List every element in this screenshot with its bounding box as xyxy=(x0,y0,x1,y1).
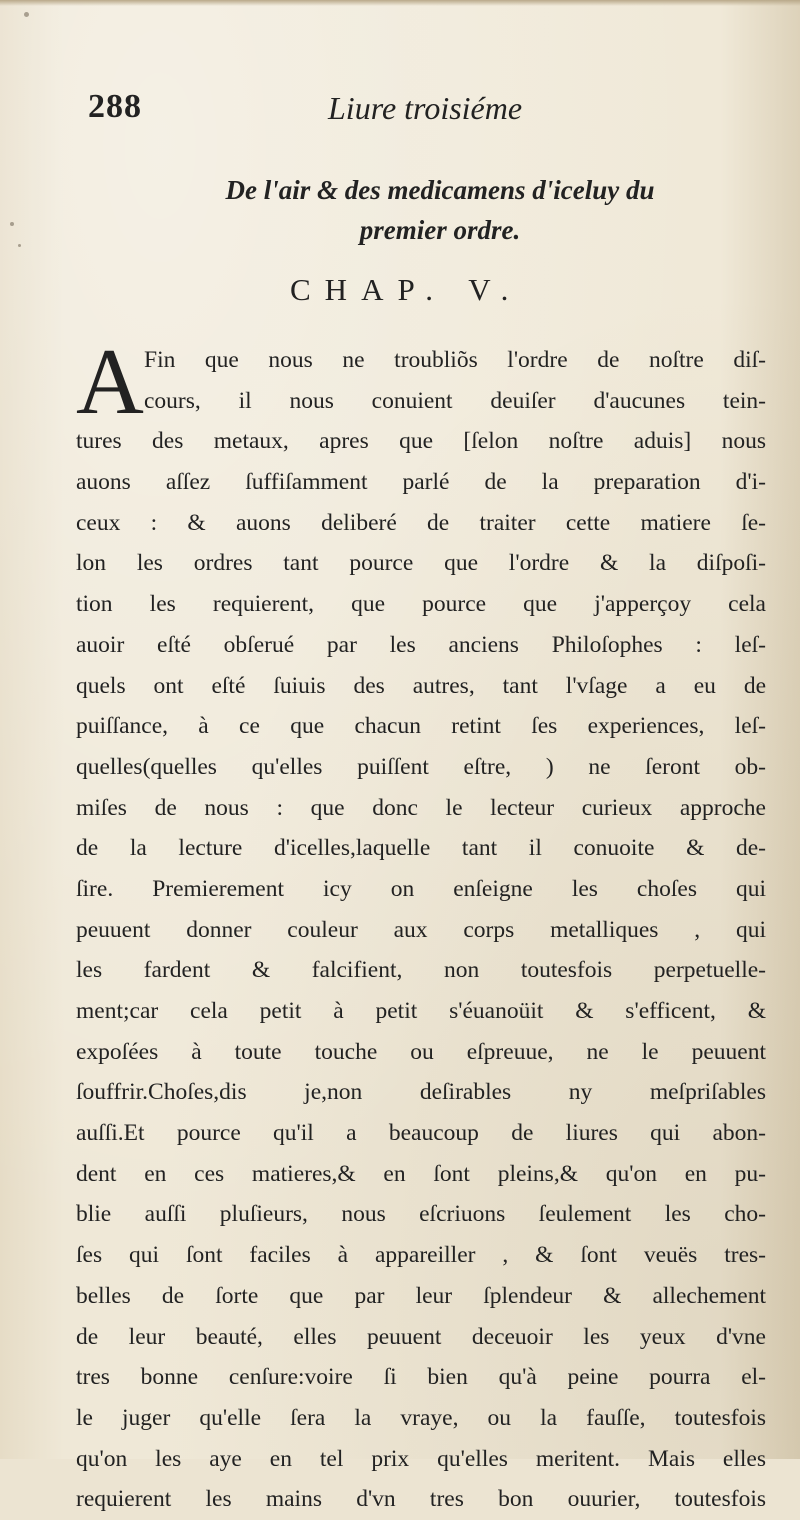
text-line: puiſſance, à ce que chacun retint ſes experiences, leſ- xyxy=(76,713,766,740)
text-line: ſouffrir.Choſes,dis je,non deſirables ny meſpriſables xyxy=(76,1079,766,1106)
ink-speck xyxy=(10,222,14,226)
text-line: lon les ordres tant pource que l'ordre & la diſpoſi- xyxy=(76,550,766,577)
section-title-line-2: premier ordre. xyxy=(359,215,521,245)
text-line: cours, il nous conuient deuiſer d'aucunes tein- xyxy=(144,387,766,414)
running-title: Liure troisiéme xyxy=(328,90,523,126)
text-line: auons aſſez ſuffiſamment parlé de la preparation d'i- xyxy=(76,469,766,496)
text-line: ceux : & auons deliberé de traiter cette matiere ſe- xyxy=(76,509,766,536)
text-line: auoir eſté obſerué par les anciens Philoſophes : leſ- xyxy=(76,631,766,658)
text-line: miſes de nous : que donc le lecteur curieux approche xyxy=(76,794,766,821)
text-line: quels ont eſté ſuiuis des autres, tant l'vſage a eu de xyxy=(76,672,766,699)
text-line: tres bonne cenſure:voire ſi bien qu'à peine pourra el- xyxy=(76,1364,766,1391)
text-line: tures des metaux, apres que [ſelon noſtre aduis] nous xyxy=(76,428,766,455)
section-title-line-1: De l'air & des medicamens d'iceluy du xyxy=(225,175,655,205)
text-line: les fardent & falcifient, non toutesfois perpetuelle- xyxy=(76,957,766,984)
text-line: de leur beauté, elles peuuent deceuoir les yeux d'vne xyxy=(76,1323,766,1350)
text-line: qu'on les aye en tel prix qu'elles meritent. Mais elles xyxy=(76,1445,766,1472)
text-line: belles de ſorte que par leur ſplendeur & allechement xyxy=(76,1282,766,1309)
text-line: requierent les mains d'vn tres bon ouurier, toutesfois xyxy=(76,1486,766,1513)
text-line: le juger qu'elle ſera la vraye, ou la fauſſe, toutesfois xyxy=(76,1404,766,1431)
chapter-heading: CHAP. V. xyxy=(290,272,523,307)
text-line: ment;car cela petit à petit s'éuanoüit & s'efficent, & xyxy=(76,998,766,1024)
page-number: 288 xyxy=(88,88,142,125)
text-line: peuuent donner couleur aux corps metalliques , qui xyxy=(76,916,766,943)
text-line: de la lecture d'icelles,laquelle tant il conuoite & de- xyxy=(76,835,766,862)
page-top-edge xyxy=(0,0,800,6)
text-line: quelles(quelles qu'elles puiſſent eſtre, ) ne ſeront ob- xyxy=(76,753,766,780)
ink-speck xyxy=(18,244,21,247)
text-line: blie auſſi pluſieurs, nous eſcriuons ſeulement les cho- xyxy=(76,1201,766,1228)
section-title xyxy=(160,170,720,250)
text-line: expoſées à toute touche ou eſpreuue, ne le peuuent xyxy=(76,1038,766,1065)
text-line: Fin que nous ne troubliõs l'ordre de noſtre diſ- xyxy=(144,347,766,373)
text-line: ſire. Premierement icy on enſeigne les choſes qui xyxy=(76,875,766,902)
ink-speck xyxy=(24,12,29,17)
text-line: auſſi.Et pource qu'il a beaucoup de liures qui abon- xyxy=(76,1120,766,1147)
drop-cap: A xyxy=(76,330,144,434)
text-line: ſes qui ſont faciles à appareiller , & ſont veuës tres- xyxy=(76,1242,766,1269)
text-line: dent en ces matieres,& en ſont pleins,& qu'on en pu- xyxy=(76,1160,766,1187)
body-text xyxy=(76,330,766,1520)
page-header xyxy=(88,88,778,128)
text-line: tion les requierent, que pource que j'apperçoy cela xyxy=(76,591,766,618)
